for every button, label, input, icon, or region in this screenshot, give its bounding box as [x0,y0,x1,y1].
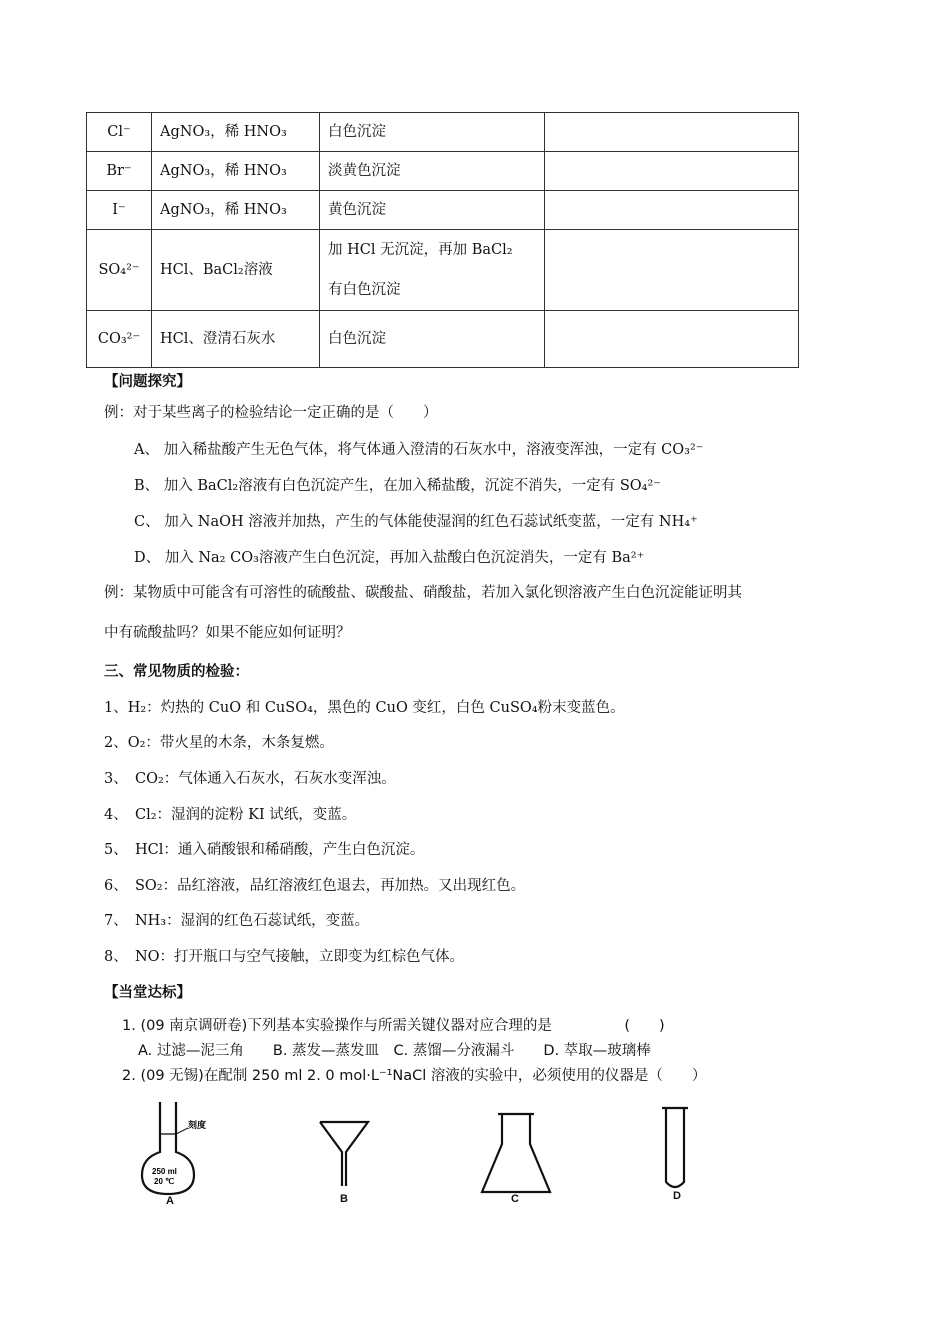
table-row [87,230,799,311]
question-1-options: A. 过滤—泥三角 B. 蒸发—蒸发皿 C. 蒸馏—分液漏斗 D. 萃取—玻璃棒 [138,1043,651,1059]
note-cell [545,311,799,368]
option-d: D、 加入 Na₂ CO₃溶液产生白色沉淀，再加入盐酸白色沉淀消失，一定有 Ba²⁺ [134,550,645,566]
inquiry-heading: 【问题探究】 [104,373,191,390]
section-heading: 三、常见物质的检验： [104,663,249,680]
list-item: 7、 NH₃：湿润的红色石蕊试纸，变蓝。 [104,913,370,929]
phenomenon-cell: 白色沉淀 [320,311,545,368]
list-item: 3、 CO₂：气体通入石灰水，石灰水变浑浊。 [104,771,396,787]
apparatus-drawing [130,1100,750,1210]
flask-temp-label: 20 ℃ [154,1177,175,1186]
ion-test-table [86,112,799,368]
reagent-cell: AgNO₃，稀 HNO₃ [152,191,320,230]
table-row [87,152,799,191]
conical-flask-icon [482,1114,550,1192]
table-row [87,191,799,230]
ion-cell: Cl⁻ [87,113,152,152]
option-c: C、 加入 NaOH 溶液并加热，产生的气体能使湿润的红色石蕊试纸变蓝，一定有 NH₄⁺ [134,514,698,530]
list-item: 4、 Cl₂：湿润的淀粉 KI 试纸，变蓝。 [104,807,357,823]
test-tube-icon [662,1108,688,1187]
apparatus-figure [130,1100,750,1210]
question-2: 2. (09 无锡)在配制 250 ml 2. 0 mol·L⁻¹NaCl 溶液的实验中，必须使用的仪器是（ ） [122,1068,707,1084]
phenomenon-cell: 淡黄色沉淀 [320,152,545,191]
list-item: 2、O₂：带火星的木条，木条复燃。 [104,735,334,751]
note-cell [545,113,799,152]
option-b: B、 加入 BaCl₂溶液有白色沉淀产生，在加入稀盐酸，沉淀不消失，一定有 SO₄²⁻ [134,478,661,494]
ion-cell: Br⁻ [87,152,152,191]
practice-heading: 【当堂达标】 [104,984,191,1001]
label-a: A [166,1195,174,1207]
note-cell [545,191,799,230]
phenomenon-line: 有白色沉淀 [328,282,401,298]
list-item: 8、 NO：打开瓶口与空气接触，立即变为红棕色气体。 [104,949,465,965]
example-2-line-2: 中有硫酸盐吗？如果不能应如何证明？ [104,625,351,641]
example-1: 例：对于某些离子的检验结论一定正确的是（ ） [104,405,438,421]
phenomenon-line: 加 HCl 无沉淀，再加 BaCl₂ [328,242,513,258]
note-cell [545,230,799,311]
label-d: D [673,1190,681,1202]
example-2-line-1: 例：某物质中可能含有可溶性的硫酸盐、碳酸盐、硝酸盐，若加入氯化钡溶液产生白色沉淀能证明其 [104,585,742,601]
phenomenon-cell: 黄色沉淀 [320,191,545,230]
flask-mark-label: 刻度 [188,1120,207,1130]
list-item: 6、 SO₂：品红溶液，品红溶液红色退去，再加热。又出现红色。 [104,878,526,894]
funnel-icon [320,1122,368,1186]
note-cell [545,152,799,191]
table-row [87,113,799,152]
table-row [87,311,799,368]
flask-volume-label: 250 ml [152,1167,177,1176]
ion-cell: SO₄²⁻ [87,230,152,311]
ion-cell: I⁻ [87,191,152,230]
list-item: 1、H₂：灼热的 CuO 和 CuSO₄，黑色的 CuO 变红，白色 CuSO₄粉末变蓝色。 [104,700,625,716]
label-c: C [511,1193,519,1205]
label-b: B [340,1193,348,1205]
question-1: 1. (09 南京调研卷)下列基本实验操作与所需关键仪器对应合理的是 ( ) [122,1018,665,1034]
list-item: 5、 HCl：通入硝酸银和稀硝酸，产生白色沉淀。 [104,842,425,858]
reagent-cell: AgNO₃，稀 HNO₃ [152,152,320,191]
reagent-cell: HCl、澄清石灰水 [152,311,320,368]
reagent-cell: HCl、BaCl₂溶液 [152,230,320,311]
option-a: A、 加入稀盐酸产生无色气体，将气体通入澄清的石灰水中，溶液变浑浊，一定有 CO₃²⁻ [134,442,704,458]
reagent-cell: AgNO₃，稀 HNO₃ [152,113,320,152]
phenomenon-cell [320,230,545,311]
phenomenon-cell: 白色沉淀 [320,113,545,152]
ion-cell: CO₃²⁻ [87,311,152,368]
